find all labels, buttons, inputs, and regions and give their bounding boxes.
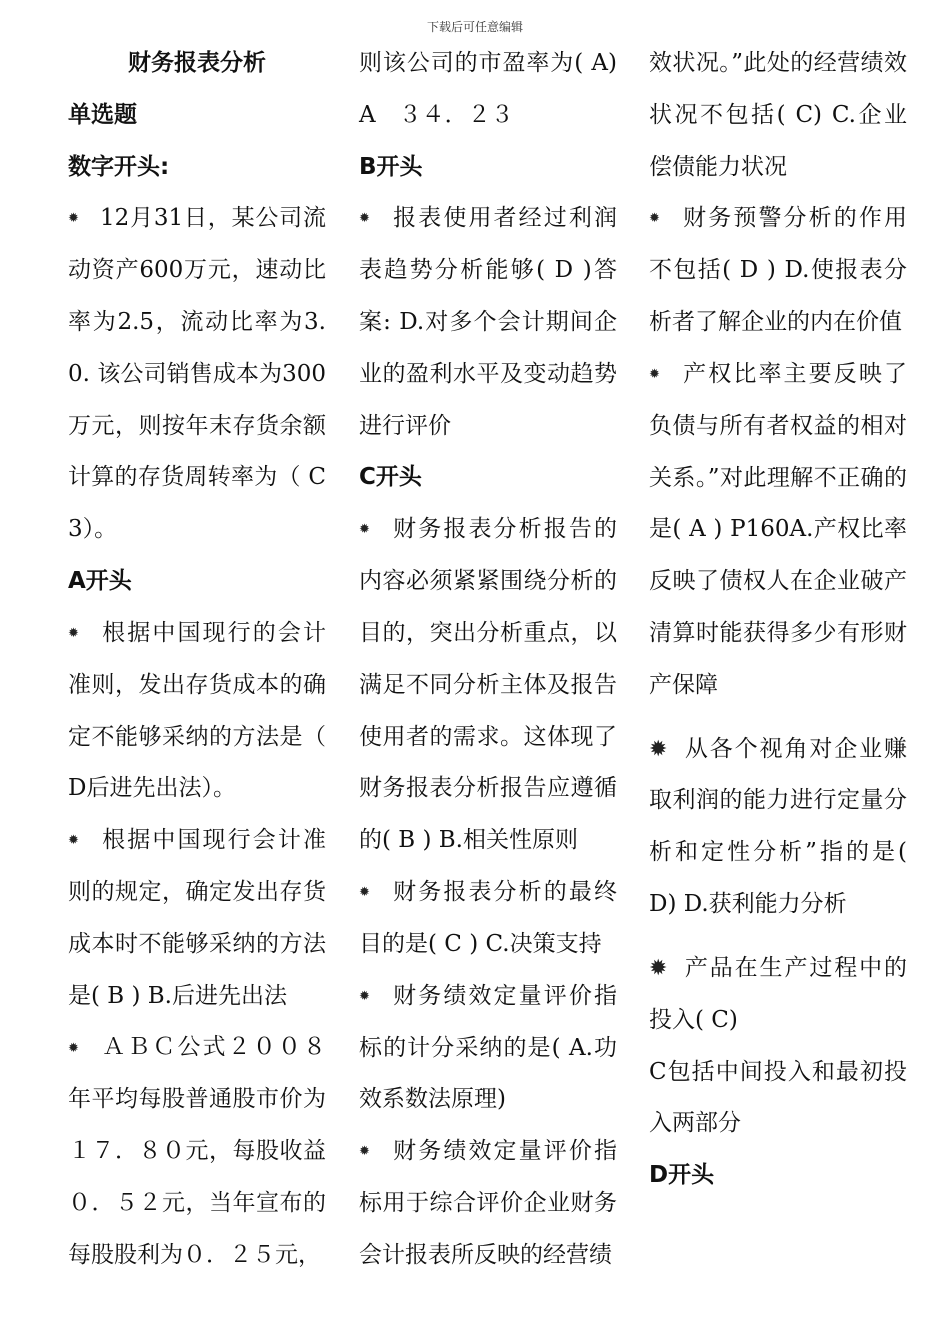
question-text: 产权比率主要反映了负债与所有者权益的相对关系。”对此理解不正确的是( A ) P160A.产权比率反映了债权人在企业破产清算时能获得多少有形财产保障: [649, 360, 907, 698]
question-item: [649, 943, 907, 1047]
bullet-icon: ✹: [68, 833, 79, 849]
question-item: [359, 193, 617, 452]
bullet-icon: ✹: [68, 1040, 79, 1056]
column-2: [359, 38, 617, 1282]
question-item: [68, 1022, 326, 1281]
section-heading-single-choice: 单选题: [68, 101, 137, 128]
bullet-icon: ✹: [68, 211, 79, 227]
question-item: [359, 504, 617, 867]
document-title: 财务报表分析: [128, 50, 266, 76]
question-item: [359, 971, 617, 1126]
question-item: [359, 867, 617, 971]
question-text: 财务绩效定量评价指标的计分采纳的是( A.功效系数法原理): [359, 982, 617, 1113]
question-text: 根据中国现行会计准则的规定，确定发出存货成本时不能够采纳的方法是( B ) B.后进先出法: [68, 827, 326, 1009]
question-continuation: 则该公司的市盈率为( A) A ３４．２３: [359, 50, 617, 128]
question-item: [649, 193, 907, 348]
section-heading-a: A开头: [68, 568, 132, 595]
question-item: [68, 608, 326, 815]
bullet-icon: ✹: [359, 522, 370, 538]
question-text: 财务绩效定量评价指标用于综合评价企业财务会计报表所反映的经营绩: [359, 1138, 617, 1268]
question-item: [649, 724, 907, 931]
question-item: [68, 193, 326, 556]
section-heading-b: B开头: [359, 153, 423, 180]
question-item: [359, 1126, 617, 1281]
section-heading-d: D开头: [649, 1162, 715, 1189]
bullet-icon: ✹: [359, 1144, 370, 1160]
bullet-icon: ✹: [68, 625, 79, 641]
question-text: 根据中国现行的会计准则，发出存货成本的确定不能够采纳的方法是（ D后进先出法）。: [68, 619, 326, 802]
question-text: 报表使用者经过利润表趋势分析能够( D )答案: D.对多个会计期间企业的盈利水平及变动趋势进行评价: [359, 205, 617, 439]
bullet-icon: ✹: [359, 211, 370, 227]
question-text: 从各个视角对企业赚取利润的能力进行定量分析和定性分析”指的是( D) D.获利能力分析: [649, 735, 907, 918]
column-1: [68, 38, 326, 1282]
question-text: ＡＢＣ公式２００８年平均每股普通股市价为１７．８０元，每股收益０．５２元，当年宣布的每股股利为０．２５元，: [68, 1034, 326, 1268]
question-text: 财务预警分析的作用不包括( D ) D.使报表分析者了解企业的内在价值: [649, 205, 907, 336]
section-heading-number: 数字开头:: [68, 153, 170, 180]
question-item: [68, 815, 326, 1022]
question-text: 财务报表分析报告的内容必须紧紧围绕分析的目的，突出分析重点，以满足不同分析主体及报告使用者的需求。这体现了财务报表分析报告应遵循的( B ) B.相关性原则: [359, 516, 617, 854]
question-continuation: 效状况。”此处的经营绩效状况不包括( C) C.企业偿债能力状况: [649, 50, 907, 180]
question-text: 12月31日，某公司流动资产600万元，速动比率为2.5，流动比率为3.0. 该公司销售成本为300万元，则按年末存货余额计算的存货周转率为（ C 3）。: [68, 205, 326, 543]
answer-text: C包括中间投入和最初投入两部分: [649, 1058, 907, 1137]
page-header-note: 下载后可任意编辑: [426, 20, 523, 34]
section-heading-c: C开头: [359, 464, 422, 491]
column-3: [649, 38, 907, 1202]
question-text: 财务报表分析的最终目的是( C ) C.决策支持: [359, 878, 617, 957]
bullet-icon: ✹: [649, 211, 660, 227]
bullet-icon: ✹: [649, 366, 660, 382]
bullet-icon: ✹: [649, 955, 668, 981]
bullet-icon: ✹: [359, 885, 370, 901]
question-item: [649, 349, 907, 712]
bullet-icon: ✹: [359, 988, 370, 1004]
question-text: 产品在生产过程中的投入( C): [649, 954, 907, 1033]
bullet-icon: ✹: [649, 736, 668, 762]
